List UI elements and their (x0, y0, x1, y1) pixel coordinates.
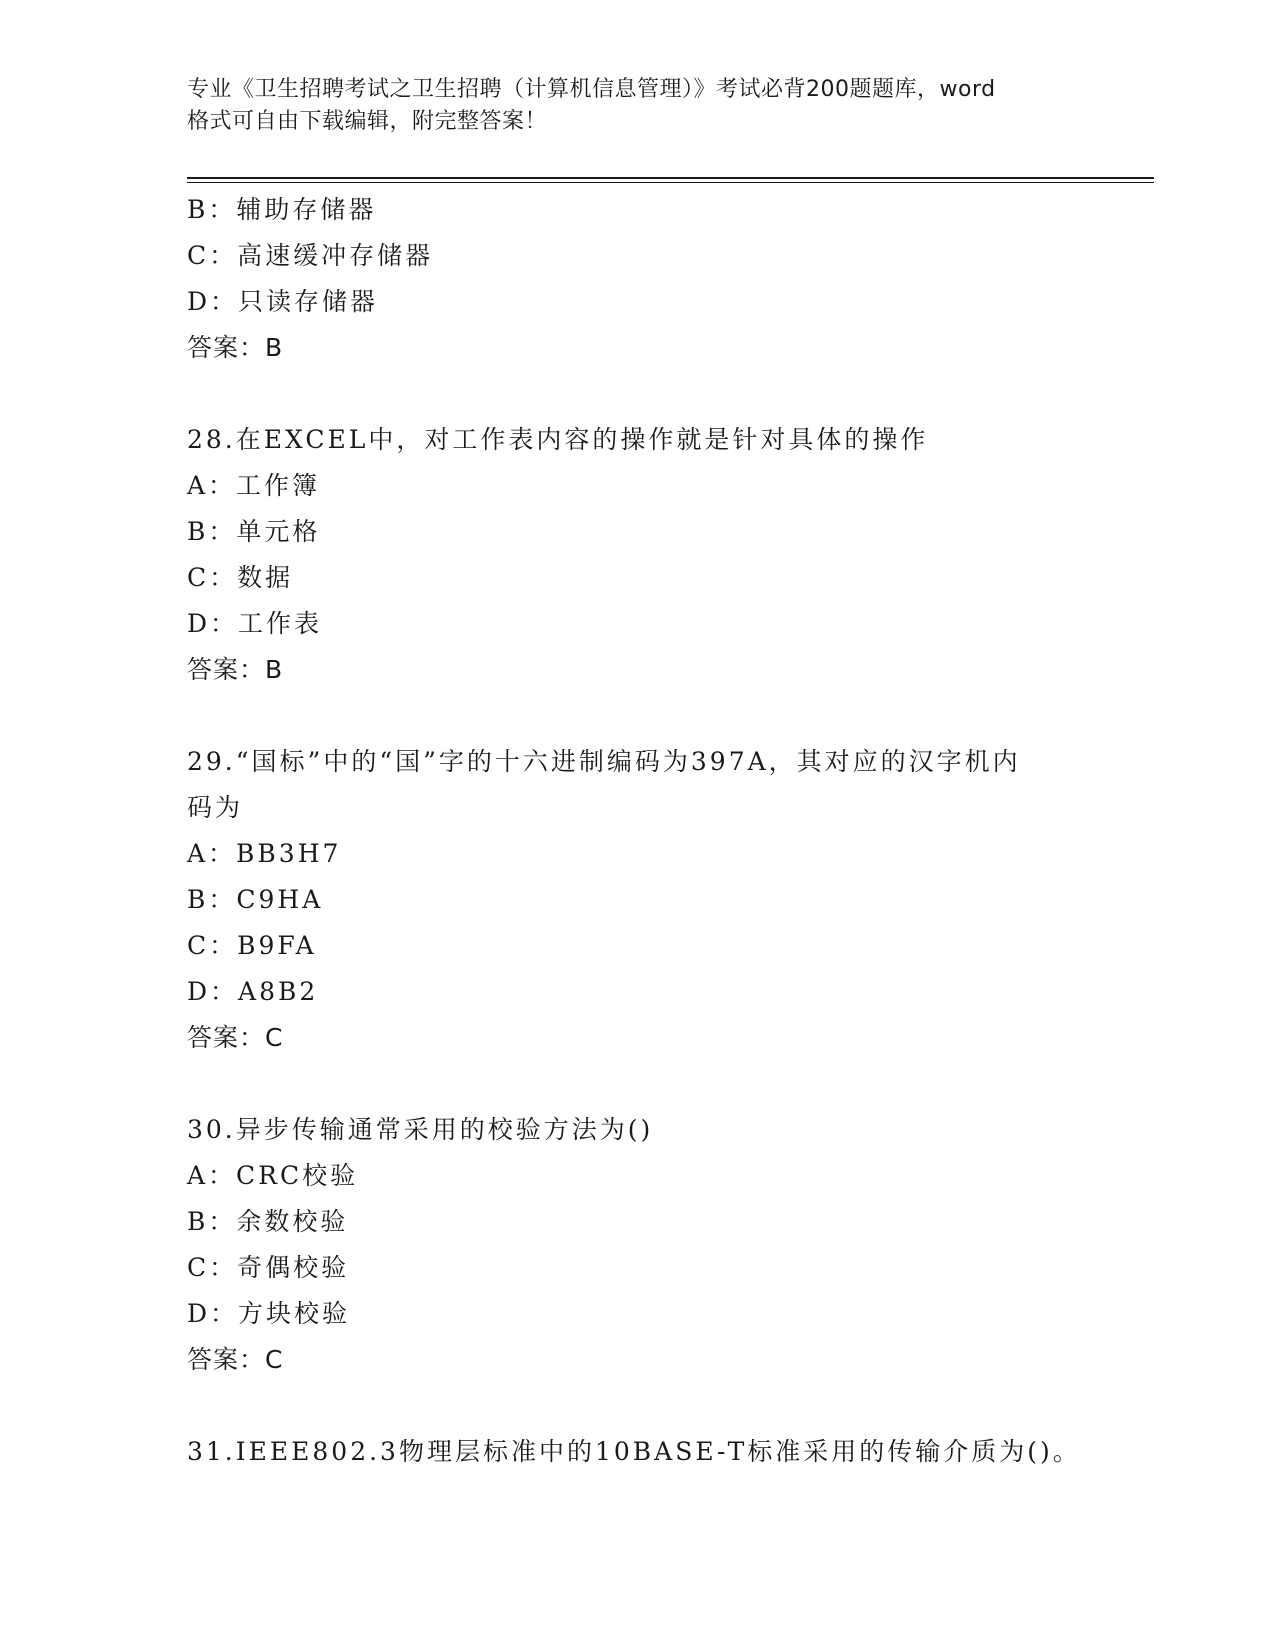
answer-line: 答案：C (187, 1345, 284, 1374)
question-text-line-2: 码为 (187, 793, 244, 822)
spacer (187, 1061, 1147, 1107)
question-text: 30.异步传输通常采用的校验方法为() (187, 1115, 654, 1144)
option-d: D：A8B2 (187, 977, 319, 1006)
spacer (187, 693, 1147, 739)
answer-line: 答案：C (187, 1023, 284, 1052)
question-text-line-1: 29.“国标”中的“国”字的十六进制编码为397A，其对应的汉字机内 (187, 747, 1021, 776)
option-d: D：只读存储器 (187, 287, 379, 316)
option-a: A：工作簿 (187, 471, 321, 500)
header-line-1: 专业《卫生招聘考试之卫生招聘（计算机信息管理）》考试必背200题题库，word (187, 77, 996, 102)
question-block-30 (187, 1107, 1147, 1383)
question-block-28 (187, 417, 1147, 693)
header-line-2: 格式可自由下载编辑，附完整答案！ (187, 109, 548, 134)
header-divider-thin (187, 182, 1154, 183)
option-c: C：数据 (187, 563, 294, 592)
question-text: 28.在EXCEL中，对工作表内容的操作就是针对具体的操作 (187, 425, 929, 454)
answer-line: 答案：B (187, 333, 284, 362)
option-d: D：方块校验 (187, 1299, 351, 1328)
question-block-31 (187, 1429, 1147, 1475)
option-a: A：BB3H7 (187, 839, 342, 868)
question-block-prev (187, 187, 1147, 371)
option-c: C：奇偶校验 (187, 1253, 350, 1282)
answer-line: 答案：B (187, 655, 284, 684)
option-d: D：工作表 (187, 609, 323, 638)
page-header (187, 74, 1087, 138)
option-c: C：高速缓冲存储器 (187, 241, 434, 270)
option-a: A：CRC校验 (187, 1161, 359, 1190)
question-block-29 (187, 739, 1147, 1061)
header-divider-thick (187, 177, 1154, 179)
question-text: 31.IEEE802.3物理层标准中的10BASE-T标准采用的传输介质为()。 (187, 1437, 1081, 1466)
spacer (187, 371, 1147, 417)
option-b: B：C9HA (187, 885, 324, 914)
option-b: B：辅助存储器 (187, 195, 377, 224)
question-list (187, 187, 1147, 1475)
spacer (187, 1383, 1147, 1429)
option-b: B：单元格 (187, 517, 321, 546)
option-b: B：余数校验 (187, 1207, 349, 1236)
option-c: C：B9FA (187, 931, 317, 960)
